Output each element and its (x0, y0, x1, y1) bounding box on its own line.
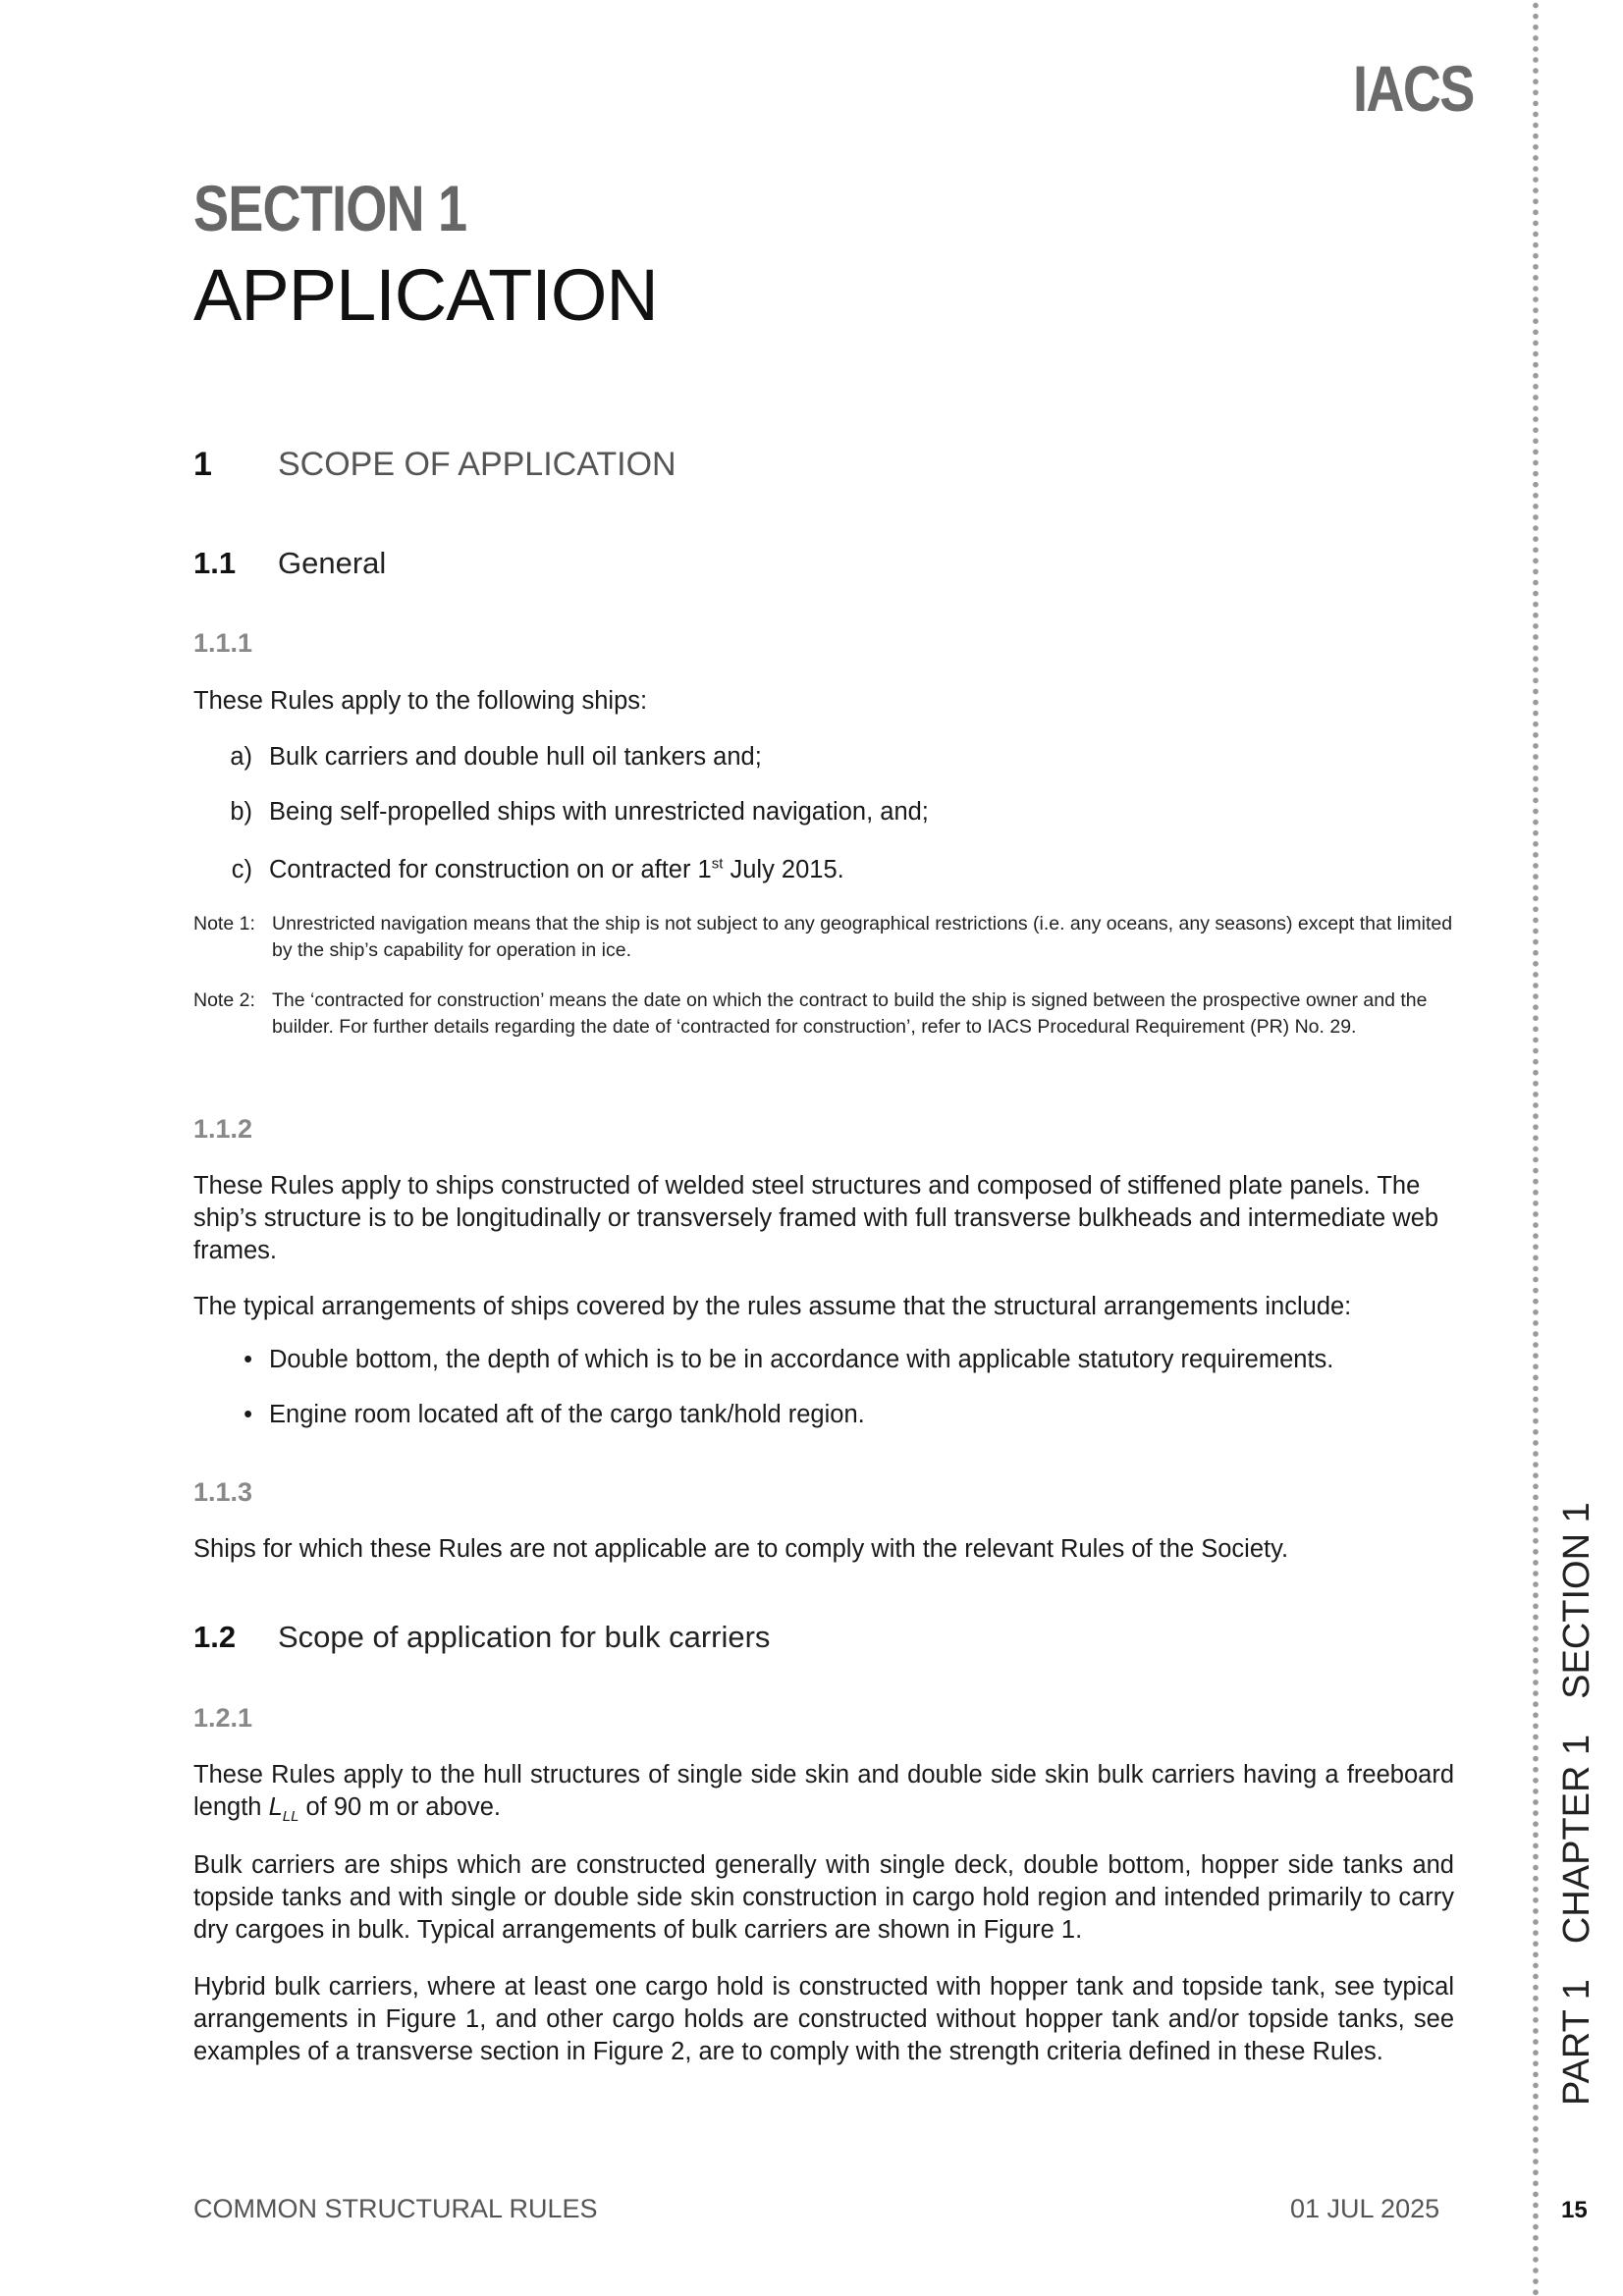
symbol-lll (268, 1793, 299, 1826)
clause-1-1-1-number: 1.1.1 (193, 628, 253, 658)
section-title: APPLICATION (193, 254, 658, 336)
heading-1-1-title: General (278, 546, 387, 580)
clause-1-1-3-paragraph: Ships for which these Rules are not applicable are to comply with the relevant Rules of the Society. (193, 1535, 1289, 1563)
bullet-item-text: Double bottom, the depth of which is to be in accordance with applicable statutory requirements. (269, 1346, 1334, 1373)
list-item-marker: b) (230, 798, 252, 826)
bullet-item (193, 1346, 1333, 1374)
paragraph-text: These Rules apply to the hull structures of single side skin and double side skin bulk carriers having a freeboard length (193, 1761, 1454, 1821)
page-number: 15 (1561, 2197, 1588, 2223)
footer-title: COMMON STRUCTURAL RULES (193, 2194, 598, 2223)
dotted-margin-rule (1532, 0, 1540, 2296)
clause-1-2-1-number: 1.2.1 (193, 1703, 253, 1733)
note-label: Note 2: (193, 989, 255, 1011)
note-text: The ‘contracted for construction’ means the date on which the contract to build the ship is signed between the prospective owner and the builder. For further details regarding the date of ‘contracted for construction’, refer to IACS Procedural Requirement (PR) No. 29. (272, 989, 1428, 1038)
side-tab-part: PART 1 (1556, 1979, 1597, 2106)
footer-date: 01 JUL 2025 (1290, 2194, 1440, 2223)
heading-1-title: SCOPE OF APPLICATION (278, 446, 676, 483)
note-1 (193, 911, 1454, 964)
symbol-subscript: LL (282, 1808, 299, 1826)
list-item-marker: c) (231, 856, 252, 883)
heading-1-1 (193, 546, 386, 581)
side-tab-chapter: CHAPTER 1 (1556, 1734, 1597, 1945)
clause-1-1-2-paragraph-2: The typical arrangements of ships covered by the rules assume that the structural arrangements include: (193, 1293, 1352, 1320)
bullet-icon: • (243, 1346, 252, 1373)
bullet-item-text: Engine room located aft of the cargo tank/hold region. (269, 1401, 865, 1428)
clause-1-1-1-intro: These Rules apply to the following ships: (193, 687, 648, 715)
heading-1-1-number: 1.1 (193, 546, 237, 580)
heading-1-2 (193, 1620, 770, 1655)
symbol-letter: L (268, 1793, 283, 1821)
list-item-marker: a) (230, 743, 252, 771)
clause-1-1-3-number: 1.1.3 (193, 1477, 253, 1507)
bullet-item (193, 1401, 865, 1429)
list-item (193, 743, 762, 772)
list-item (193, 798, 929, 827)
heading-1-2-number: 1.2 (193, 1620, 237, 1654)
clause-1-2-1-paragraph-2: Bulk carriers are ships which are constructed generally with single deck, double bottom, hopper side tanks and topside tanks and with single or double side skin construction in cargo hold region and intended primarily to carry dry cargoes in bulk. Typical arrangements of bulk carriers are shown in Figure 1. (193, 1851, 1454, 1944)
list-item-text: Being self-propelled ships with unrestricted navigation, and; (269, 798, 929, 826)
note-2 (193, 988, 1454, 1041)
note-label: Note 1: (193, 913, 255, 934)
note-text: Unrestricted navigation means that the ship is not subject to any geographical restrictions (i.e. any oceans, any seasons) except that limited by the ship’s capability for operation in ice. (272, 913, 1453, 961)
clause-1-2-1-paragraph-3: Hybrid bulk carriers, where at least one cargo hold is constructed with hopper tank and topside tank, see typical arrangements in Figure 1, and other cargo holds are constructed without hopper tank and/or topside tanks, see examples of a transverse section in Figure 2, are to comply with the strength criteria defined in these Rules. (193, 1973, 1454, 2065)
list-item-text-end: July 2015. (723, 856, 844, 883)
heading-1-2-title: Scope of application for bulk carriers (278, 1620, 771, 1654)
heading-1-number: 1 (193, 446, 212, 483)
clause-1-2-1-paragraph-1 (193, 1759, 1454, 1833)
heading-1 (193, 446, 676, 484)
list-item-text: Contracted for construction on or after 1 (269, 856, 712, 883)
list-item-text: Bulk carriers and double hull oil tankers and; (269, 743, 762, 771)
clause-1-1-2-number: 1.1.2 (193, 1114, 253, 1144)
bullet-icon: • (243, 1401, 252, 1428)
side-tab-section: SECTION 1 (1556, 1502, 1597, 1699)
superscript-st: st (711, 855, 724, 873)
clause-1-1-2-paragraph-1: These Rules apply to ships constructed of welded steel structures and composed of stiffened plate panels. The ship’s structure is to be longitudinally or transversely framed with full transverse bulkheads and intermediate web frames. (193, 1172, 1439, 1264)
side-tab (1556, 1502, 1598, 2106)
list-item (193, 856, 844, 884)
section-label: SECTION 1 (193, 172, 467, 244)
paragraph-text-end: of 90 m or above. (298, 1793, 501, 1821)
iacs-logo: IACS (1353, 52, 1474, 125)
